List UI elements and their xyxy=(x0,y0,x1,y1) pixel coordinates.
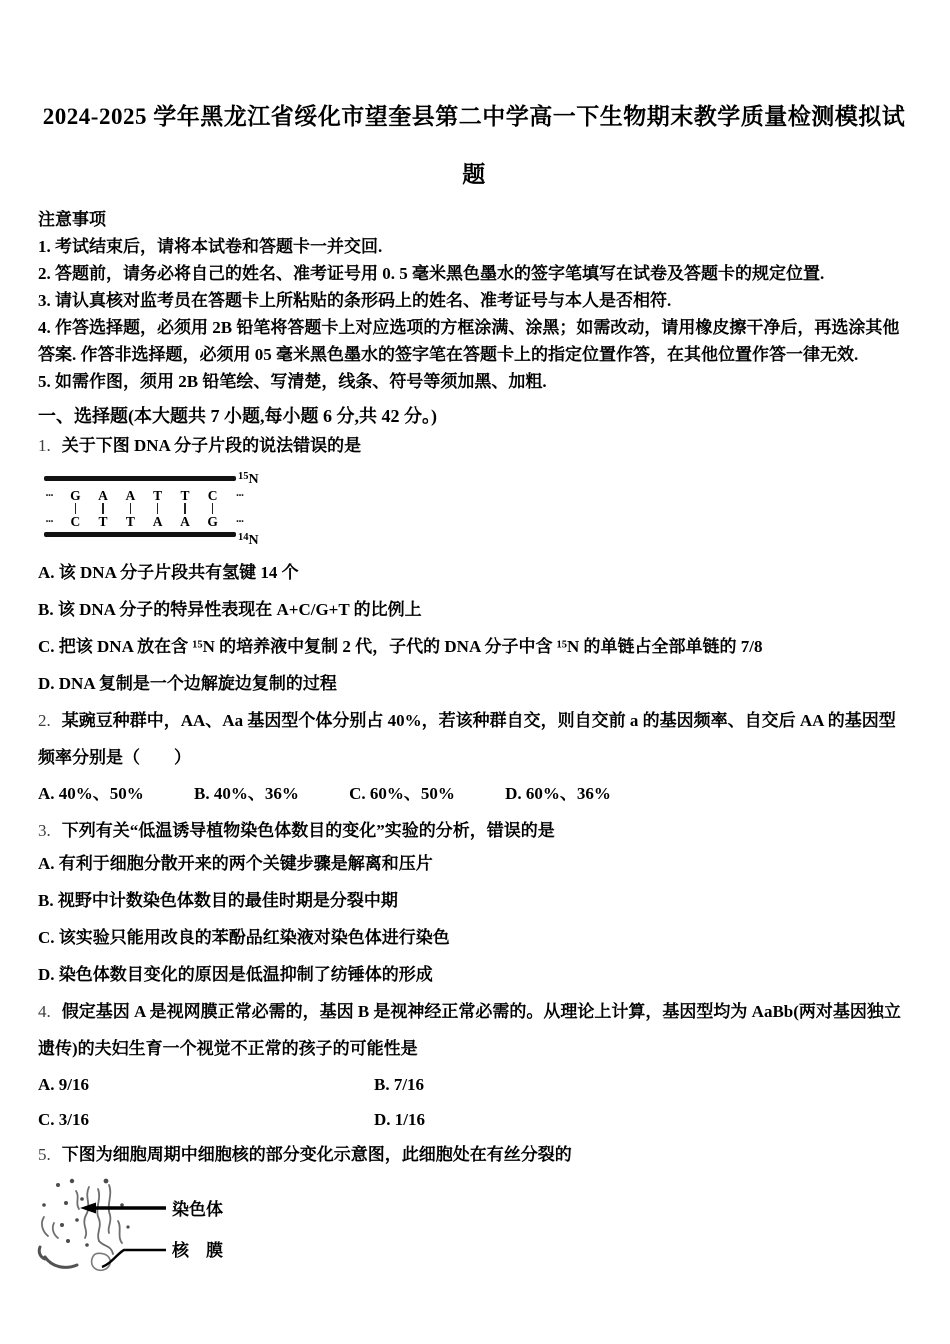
q3-option-a: A. 有利于细胞分散开来的两个关键步骤是解离和压片 xyxy=(38,854,433,873)
spacer xyxy=(48,503,50,514)
dna-top-strand xyxy=(44,470,284,487)
hydrogen-bond xyxy=(102,503,104,514)
nuclear-membrane-label: 核 膜 xyxy=(172,1241,223,1260)
dna-top-strand-line xyxy=(44,476,236,481)
hydrogen-bond xyxy=(184,503,186,514)
dna-top-strand-label-15n xyxy=(238,470,259,487)
question-5-number: 5. xyxy=(38,1145,51,1164)
q1-option-c: C. 把该 DNA 放在含 ¹⁵N 的培养液中复制 2 代，子代的 DNA 分子中含 ¹⁵N 的单链占全部单链的 7/8 xyxy=(38,637,763,656)
question-3-number: 3. xyxy=(38,821,51,840)
top-base: A xyxy=(125,488,136,503)
dna-bottom-label-n: N xyxy=(248,533,259,548)
question-4 xyxy=(38,993,910,1067)
bottom-base: C xyxy=(70,514,81,529)
ellipsis-dots: ··· xyxy=(45,488,53,502)
bottom-base: T xyxy=(125,514,135,529)
hydrogen-bond xyxy=(212,503,214,514)
q2-option-a: A. 40%、50% xyxy=(38,784,144,803)
q3-option-b: B. 视野中计数染色体数目的最佳时期是分裂中期 xyxy=(38,891,398,910)
dna-bottom-label-superscript: 14 xyxy=(238,532,249,543)
dna-base-pairs xyxy=(44,489,244,528)
q4-options xyxy=(38,1067,910,1137)
q4-option-d: D. 1/16 xyxy=(374,1110,425,1129)
dna-base-pair-5 xyxy=(180,489,190,528)
q1-option-a: A. 该 DNA 分子片段共有氢键 14 个 xyxy=(38,563,299,582)
chromosome-label: 染色体 xyxy=(172,1200,223,1219)
question-2-number: 2. xyxy=(38,711,51,730)
dna-base-pair-6 xyxy=(207,489,218,528)
hydrogen-bond xyxy=(75,503,77,514)
q1-option-b: B. 该 DNA 分子的特异性表现在 A+C/G+T 的比例上 xyxy=(38,600,422,619)
question-2 xyxy=(38,702,910,776)
notice-item-1: 1. 考试结束后，请将本试卷和答题卡一并交回. xyxy=(38,237,383,256)
bottom-base: A xyxy=(152,514,163,529)
dna-top-label-superscript: 15 xyxy=(238,471,249,482)
q3-option-c: C. 该实验只能用改良的苯酚品红染液对染色体进行染色 xyxy=(38,928,450,947)
notice-item-4: 4. 作答选择题，必须用 2B 铅笔将答题卡上对应选项的方框涂满、涂黑；如需改动，请用橡皮擦干净后，再选涂其他答案. 作答非选择题，必须用 05 毫米黑色墨水的签字笔在答题卡上的指定位置作答，在其他位置作答一律无效. xyxy=(38,318,900,364)
top-base: C xyxy=(207,488,218,503)
ellipsis-dots: ··· xyxy=(235,514,243,528)
dna-bottom-strand-label-14n xyxy=(238,531,259,548)
q2-option-d: D. 60%、36% xyxy=(505,784,611,803)
page-title: 2024-2025 学年黑龙江省绥化市望奎县第二中学高一下生物期末教学质量检测模拟试题 xyxy=(42,104,906,187)
q4-option-c: C. 3/16 xyxy=(38,1110,89,1129)
top-base: G xyxy=(70,488,81,503)
top-base: A xyxy=(98,488,108,503)
notice-item-5: 5. 如需作图，须用 2B 铅笔绘、写清楚，线条、符号等须加黑、加粗. xyxy=(38,372,547,391)
dna-base-pair-3 xyxy=(125,489,135,528)
q4-option-b: B. 7/16 xyxy=(374,1075,425,1094)
notice-item-2: 2. 答题前，请务必将自己的姓名、准考证号用 0. 5 毫米黑色墨水的签字笔填写在试卷及答题卡的规定位置. xyxy=(38,264,825,283)
nuclear-membrane-drawing xyxy=(92,1253,111,1270)
cell-nucleus-figure xyxy=(32,1175,292,1287)
question-3 xyxy=(38,816,910,845)
hydrogen-bond xyxy=(130,503,132,514)
q1-option-d: D. DNA 复制是一个边解旋边复制的过程 xyxy=(38,674,337,693)
notice-heading: 注意事项 xyxy=(38,210,106,229)
question-5 xyxy=(38,1140,910,1169)
bottom-base: T xyxy=(98,514,108,529)
ellipsis-dots: ··· xyxy=(45,514,53,528)
dna-base-pair-1 xyxy=(70,489,81,528)
dna-base-pair-2 xyxy=(98,489,108,528)
question-4-number: 4. xyxy=(38,1002,51,1021)
nuclear-membrane-pointer-line xyxy=(102,1250,166,1267)
question-1-text: 关于下图 DNA 分子片段的说法错误的是 xyxy=(61,436,362,455)
chromosomes-drawing xyxy=(42,1185,122,1254)
question-1 xyxy=(38,431,910,460)
spacer xyxy=(238,503,240,514)
q3-option-d: D. 染色体数目变化的原因是低温抑制了纺锤体的形成 xyxy=(38,965,433,984)
dna-fragment-figure xyxy=(44,470,284,548)
question-2-text: 某豌豆种群中，AA、Aa 基因型个体分别占 40%，若该种群自交，则自交前 a 的基因频率、自交后 AA 的基因型频率分别是（ ） xyxy=(38,711,896,767)
notice-item-3: 3. 请认真核对监考员在答题卡上所粘贴的条形码上的姓名、准考证号与本人是否相符. xyxy=(38,291,672,310)
ellipsis-dots: ··· xyxy=(235,488,243,502)
dna-ellipsis-right xyxy=(235,489,243,528)
top-base: T xyxy=(180,488,190,503)
dna-ellipsis-left xyxy=(45,489,53,528)
bottom-base: A xyxy=(180,514,190,529)
top-base: T xyxy=(153,488,163,503)
question-5-text: 下图为细胞周期中细胞核的部分变化示意图，此细胞处在有丝分裂的 xyxy=(61,1145,572,1164)
chromosome-fragments xyxy=(39,1247,77,1267)
hydrogen-bond xyxy=(157,503,159,514)
section-1-heading: 一、选择题(本大题共 7 小题,每小题 6 分,共 42 分。) xyxy=(38,406,437,426)
q2-options xyxy=(38,776,910,812)
dna-bottom-strand xyxy=(44,529,284,548)
q2-option-b: B. 40%、36% xyxy=(194,784,299,803)
dna-top-label-n: N xyxy=(248,472,259,487)
dna-bottom-strand-line xyxy=(44,532,236,537)
dna-base-pair-4 xyxy=(153,489,163,528)
bottom-base: G xyxy=(207,514,218,529)
q4-option-a: A. 9/16 xyxy=(38,1075,89,1094)
question-1-number: 1. xyxy=(38,436,51,455)
question-4-text: 假定基因 A 是视网膜正常必需的，基因 B 是视神经正常必需的。从理论上计算，基因型均为 AaBb(两对基因独立遗传)的夫妇生育一个视觉不正常的孩子的可能性是 xyxy=(38,1002,901,1058)
question-3-text: 下列有关“低温诱导植物染色体数目的变化”实验的分析，错误的是 xyxy=(61,821,555,840)
q2-option-c: C. 60%、50% xyxy=(349,784,455,803)
